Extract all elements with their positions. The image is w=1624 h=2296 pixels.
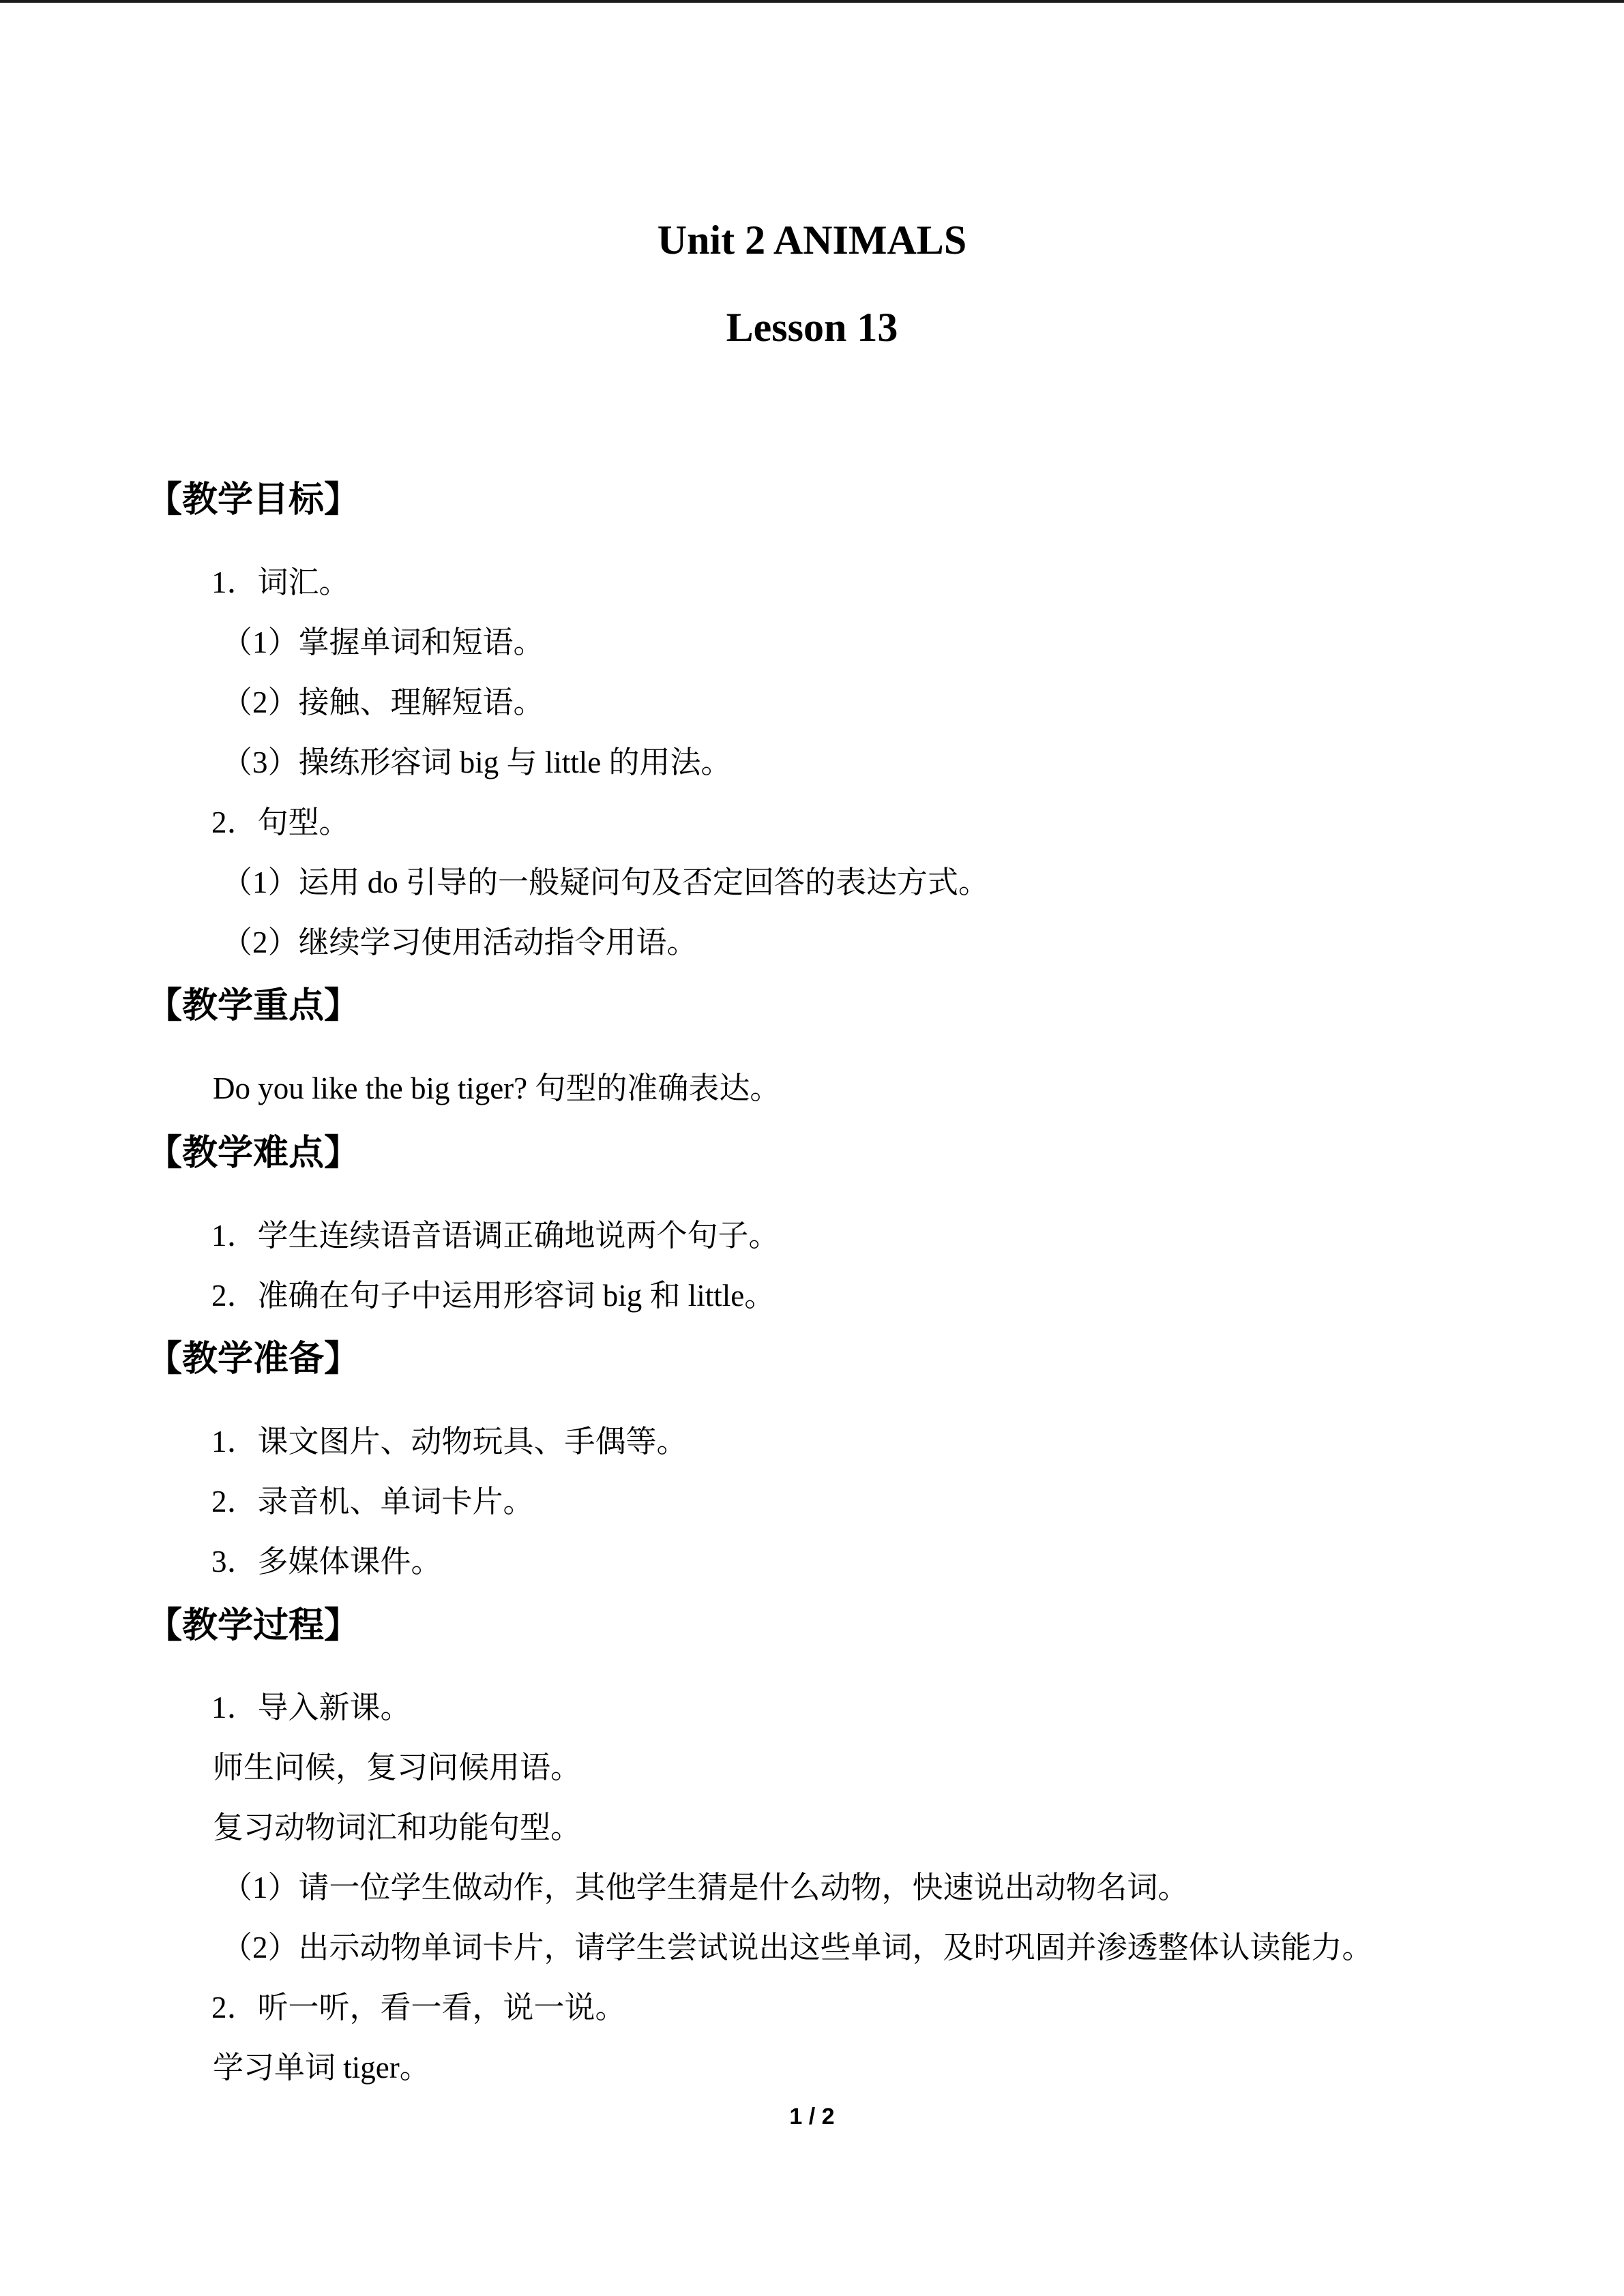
process-line: 师生问候，复习问候用语。 — [213, 1750, 582, 1785]
section-heading-key-points: 【教学重点】 — [147, 985, 360, 1026]
objectives-line: （1）掌握单词和短语。 — [222, 625, 544, 659]
section-heading-objectives: 【教学目标】 — [147, 479, 360, 520]
top-border-line — [0, 0, 1624, 3]
key-points-line: Do you like the big tiger? 句型的准确表达。 — [213, 1071, 781, 1105]
page-number: 1 / 2 — [789, 2104, 835, 2130]
process-line: （2）出示动物单词卡片，请学生尝试说出这些单词，及时巩固并渗透整体认读能力。 — [222, 1930, 1373, 1965]
preparation-line: 3．多媒体课件。 — [211, 1545, 442, 1579]
objectives-line: 1．词汇。 — [211, 565, 350, 599]
process-line: 2．听一听，看一看，说一说。 — [211, 1991, 626, 2025]
objectives-line: （2）接触、理解短语。 — [222, 685, 544, 719]
preparation-line: 2．录音机、单词卡片。 — [211, 1485, 534, 1519]
objectives-line: （1）运用 do 引导的一般疑问句及否定回答的表达方式。 — [222, 865, 990, 899]
document-title: Unit 2 ANIMALS — [657, 218, 967, 263]
process-line: 复习动物词汇和功能句型。 — [213, 1810, 582, 1845]
process-line: 学习单词 tiger。 — [213, 2051, 430, 2085]
difficulties-line: 1．学生连续语音语调正确地说两个句子。 — [211, 1219, 780, 1253]
section-heading-preparation: 【教学准备】 — [147, 1339, 360, 1380]
difficulties-line: 2．准确在句子中运用形容词 big 和 little。 — [211, 1279, 776, 1313]
lesson-subtitle: Lesson 13 — [726, 305, 898, 350]
preparation-line: 1．课文图片、动物玩具、手偶等。 — [211, 1425, 688, 1459]
process-line: （1）请一位学生做动作，其他学生猜是什么动物，快速说出动物名词。 — [222, 1870, 1189, 1905]
section-heading-process: 【教学过程】 — [147, 1605, 360, 1646]
objectives-line: 2．句型。 — [211, 805, 350, 839]
section-heading-difficulties: 【教学难点】 — [147, 1133, 360, 1174]
objectives-line: （3）操练形容词 big 与 little 的用法。 — [222, 745, 732, 779]
objectives-line: （2）继续学习使用活动指令用语。 — [222, 925, 698, 959]
process-line: 1．导入新课。 — [211, 1690, 411, 1725]
